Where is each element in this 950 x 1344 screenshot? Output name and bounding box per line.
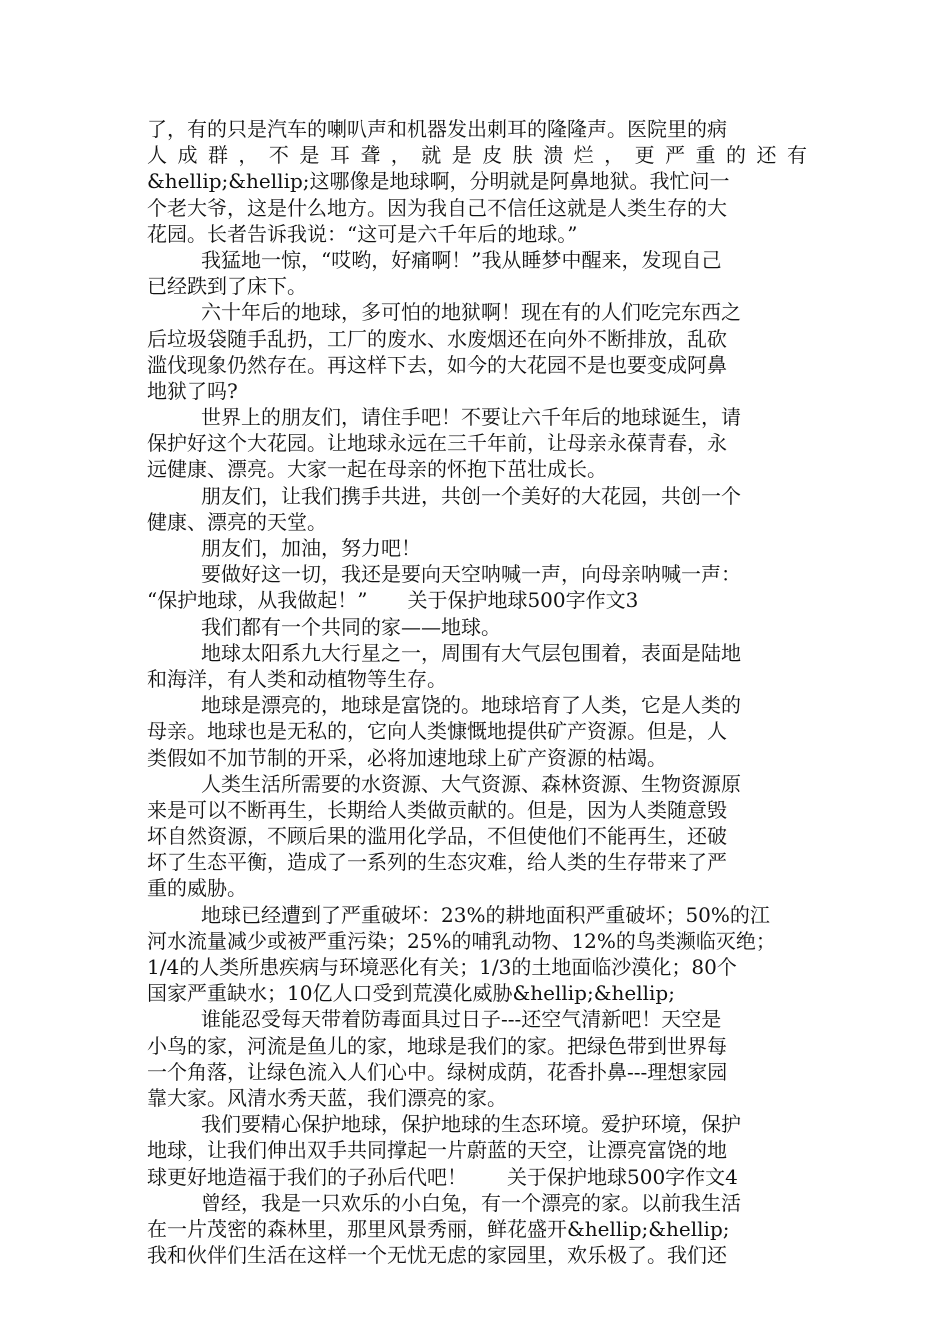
text-line: 滥伐现象仍然存在。再这样下去，如今的大花园不是也要变成阿鼻 (147, 352, 727, 377)
text-line: 世界上的朋友们，请住手吧！不要让六千年后的地球诞生，请 (201, 405, 741, 430)
text-line: 坏自然资源，不顾后果的滥用化学品，不但使他们不能再生，还破 (147, 824, 727, 849)
text-line: 朋友们，加油，努力吧！ (201, 536, 421, 560)
text-line: 花园。长者告诉我说：“这可是六千年后的地球。” (147, 221, 578, 246)
text-line: 我和伙伴们生活在这样一个无忧无虑的家园里，欢乐极了。我们还 (147, 1243, 727, 1268)
text-line: 地球太阳系九大行星之一，周围有大气层包围着，表面是陆地 (201, 640, 741, 665)
document-page (147, 116, 807, 1268)
text-line: 坏了生态平衡，造成了一系列的生态灾难，给人类的生存带来了严 (147, 850, 727, 875)
text-line: 地球是漂亮的，地球是富饶的。地球培育了人类，它是人类的 (201, 693, 741, 718)
text-line: 我猛地一惊，“哎哟，好痛啊！”我从睡梦中醒来，发现自己 (201, 247, 722, 272)
text-line: 重的威胁。 (147, 876, 247, 901)
text-line: 人成群，不是耳聋，就是皮肤溃烂，更严重的还有 (147, 143, 807, 168)
text-line: 已经跌到了床下。 (147, 274, 307, 299)
text-line: 类假如不加节制的开采，必将加速地球上矿产资源的枯竭。 (147, 745, 667, 770)
text-line: 地球，让我们伸出双手共同撑起一片蔚蓝的天空，让漂亮富饶的地 (147, 1138, 727, 1163)
text-line: 在一片茂密的森林里，那里风景秀丽，鲜花盛开&hellip;&hellip; (147, 1216, 730, 1241)
text-line: 一个角落，让绿色流入人们心中。绿树成荫，花香扑鼻---理想家园 (147, 1059, 728, 1084)
text-line: 和海洋，有人类和动植物等生存。 (147, 666, 447, 691)
text-line: 我们要精心保护地球，保护地球的生态环境。爱护环境，保护 (201, 1112, 741, 1137)
text-line: 我们都有一个共同的家——地球。 (201, 614, 501, 639)
text-line: 谁能忍受每天带着防毒面具过日子---还空气清新吧！天空是 (201, 1007, 722, 1032)
text-line: 地狱了吗? (147, 378, 238, 403)
text-line: 远健康、漂亮。大家一起在母亲的怀抱下茁壮成长。 (147, 457, 607, 482)
text-line: 个老大爷，这是什么地方。因为我自己不信任这就是人类生存的大 (147, 195, 727, 220)
document-body (147, 116, 807, 1268)
text-line: 六十年后的地球，多可怕的地狱啊！现在有的人们吃完东西之 (201, 300, 741, 325)
text-line: 了，有的只是汽车的喇叭声和机器发出刺耳的隆隆声。医院里的病 (147, 117, 727, 141)
text-line: 1/4的人类所患疾病与环境恶化有关；1/3的土地面临沙漠化；80个 (147, 955, 737, 979)
text-line: 河水流量减少或被严重污染；25%的哺乳动物、12%的鸟类濒临灭绝； (147, 928, 776, 953)
text-line: 母亲。地球也是无私的，它向人类慷慨地提供矿产资源。但是，人 (147, 719, 727, 744)
text-line: 人类生活所需要的水资源、大气资源、森林资源、生物资源原 (201, 771, 741, 796)
text-line: 靠大家。风清水秀天蓝，我们漂亮的家。 (147, 1085, 507, 1110)
text-line: 健康、漂亮的天堂。 (147, 509, 327, 534)
text-line: &hellip;&hellip;这哪像是地球啊，分明就是阿鼻地狱。我忙问一 (147, 169, 730, 194)
text-line: 保护好这个大花园。让地球永远在三千年前，让母亲永葆青春，永 (147, 431, 727, 456)
text-line: 来是可以不断再生，长期给人类做贡献的。但是，因为人类随意毁 (147, 797, 727, 822)
text-line: 国家严重缺水；10亿人口受到荒漠化威胁&hellip;&hellip; (147, 981, 675, 1006)
text-line: 后垃圾袋随手乱扔，工厂的废水、水废烟还在向外不断排放，乱砍 (147, 326, 727, 351)
text-line: 小鸟的家，河流是鱼儿的家，地球是我们的家。把绿色带到世界每 (147, 1033, 727, 1058)
text-line: “保护地球，从我做起！” 关于保护地球500字作文3 (147, 588, 639, 613)
text-line: 曾经，我是一只欢乐的小白兔，有一个漂亮的家。以前我生活 (201, 1190, 741, 1215)
text-line: 要做好这一切，我还是要向天空呐喊一声，向母亲呐喊一声： (201, 562, 741, 587)
text-line: 朋友们，让我们携手共进，共创一个美好的大花园，共创一个 (201, 483, 741, 508)
text-line: 地球已经遭到了严重破坏：23%的耕地面积严重破坏；50%的江 (201, 902, 770, 927)
text-line: 球更好地造福于我们的子孙后代吧！ 关于保护地球500字作文4 (147, 1164, 738, 1189)
